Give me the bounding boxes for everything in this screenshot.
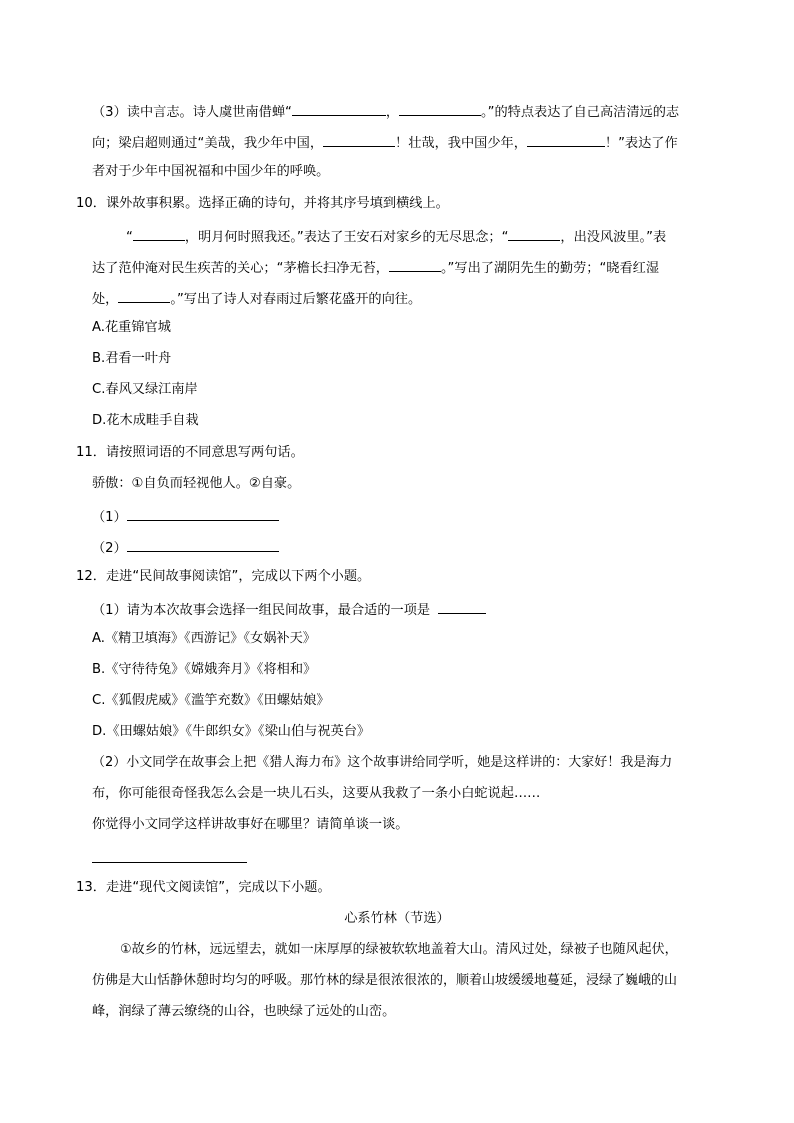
answer-blank[interactable] <box>127 505 279 521</box>
q11-answer-2 <box>92 536 279 556</box>
q10-option-a[interactable]: A.花重锦官城 <box>92 320 171 335</box>
q10-text: ，明月何时照我还。”表达了王安石对家乡的无尽思念；“ <box>184 230 509 245</box>
q11-answer-label: （2） <box>92 541 127 556</box>
answer-blank[interactable] <box>438 598 486 614</box>
q9-3-line-3: 者对于少年中国祝福和中国少年的呼唤。 <box>92 164 330 179</box>
q12-sub2-line-1: （2）小文同学在故事会上把《猎人海力布》这个故事讲给同学听，她是这样讲的：大家好！我是海力 <box>92 755 673 770</box>
q9-3-text-f: ！”表达了作 <box>604 136 678 151</box>
q9-3-text-c: 。”的特点表达了自己高洁清远的志 <box>481 105 680 120</box>
answer-blank[interactable] <box>292 100 386 116</box>
answer-blank[interactable] <box>118 287 170 303</box>
q13-stem: 13．走进“现代文阅读馆”，完成以下小题。 <box>76 880 331 895</box>
q10-passage-line-1 <box>126 225 666 245</box>
q12-option-b[interactable]: B.《守待待兔》《嫦娥奔月》《将相和》 <box>92 662 317 677</box>
q10-text: 。”写出了诗人对春雨过后繁花盛开的向往。 <box>170 292 422 307</box>
q9-3-line-2 <box>92 131 678 151</box>
q9-3-text-b: ， <box>385 105 400 120</box>
answer-blank[interactable] <box>389 256 441 272</box>
q12-sub1-text: （1）请为本次故事会选择一组民间故事，最合适的一项是 <box>92 603 431 618</box>
q9-3-text-d: 向；梁启超则通过“美哉，我少年中国， <box>92 136 324 151</box>
q9-3-text-e: ！壮哉，我中国少年， <box>395 136 527 151</box>
q10-option-c[interactable]: C.春风又绿江南岸 <box>92 382 198 397</box>
q10-stem: 10．课外故事积累。选择正确的诗句，并将其序号填到横线上。 <box>76 196 449 211</box>
q10-text: “ <box>126 230 133 245</box>
q12-sub1 <box>92 598 486 618</box>
q13-paragraph-line-3: 峰，润绿了薄云缭绕的山谷，也映绿了远处的山峦。 <box>92 1004 396 1019</box>
q11-stem: 11．请按照词语的不同意思写两句话。 <box>76 445 304 460</box>
answer-blank[interactable] <box>323 131 395 147</box>
q11-answer-label: （1） <box>92 510 127 525</box>
q13-passage-title: 心系竹林（节选） <box>344 911 450 926</box>
q12-stem: 12．走进“民间故事阅读馆”，完成以下两个小题。 <box>76 569 371 584</box>
q9-3-line-1 <box>92 100 679 120</box>
answer-blank[interactable] <box>127 536 279 552</box>
q11-answer-1 <box>92 505 279 525</box>
q12-option-d[interactable]: D.《田螺姑娘》《牛郎织女》《梁山伯与祝英台》 <box>92 724 371 739</box>
answer-blank[interactable] <box>527 131 605 147</box>
q10-option-b[interactable]: B.君看一叶舟 <box>92 351 172 366</box>
answer-blank[interactable] <box>508 225 560 241</box>
q12-option-a[interactable]: A.《精卫填海》《西游记》《女娲补天》 <box>92 631 316 646</box>
answer-blank[interactable] <box>399 100 481 116</box>
answer-line[interactable] <box>92 862 247 863</box>
q10-text: ，出没风波里。”表 <box>560 230 667 245</box>
q11-definition: 骄傲：①自负而轻视他人。②自豪。 <box>92 476 301 491</box>
q12-option-c[interactable]: C.《狐假虎威》《滥竽充数》《田螺姑娘》 <box>92 693 330 708</box>
q10-text: 。”写出了湖阴先生的勤劳；“晓看红湿 <box>440 261 660 276</box>
q10-text: 处， <box>92 292 119 307</box>
q12-sub2-line-3: 你觉得小文同学这样讲故事好在哪里？请简单谈一谈。 <box>92 817 409 832</box>
q10-passage-line-3 <box>92 287 421 307</box>
q10-option-d[interactable]: D.花木成畦手自栽 <box>92 413 199 428</box>
q13-paragraph-line-1: ①故乡的竹林，远远望去，就如一床厚厚的绿被软软地盖着大山。清风过处，绿被子也随风起伏， <box>120 942 678 957</box>
q10-passage-line-2 <box>92 256 659 276</box>
q12-sub2-line-2: 布，你可能很奇怪我怎么会是一块儿石头，这要从我救了一条小白蛇说起…… <box>92 786 541 801</box>
q10-text: 达了范仲淹对民生疾苦的关心；“茅檐长扫净无苔， <box>92 261 389 276</box>
answer-blank[interactable] <box>133 225 185 241</box>
q13-paragraph-line-2: 仿佛是大山恬静休憩时均匀的呼吸。那竹林的绿是很浓很浓的，顺着山坡缓缓地蔓延，浸绿了巍峨的山 <box>92 973 678 988</box>
q9-3-text-a: （3）读中言志。诗人虞世南借蝉“ <box>92 105 292 120</box>
